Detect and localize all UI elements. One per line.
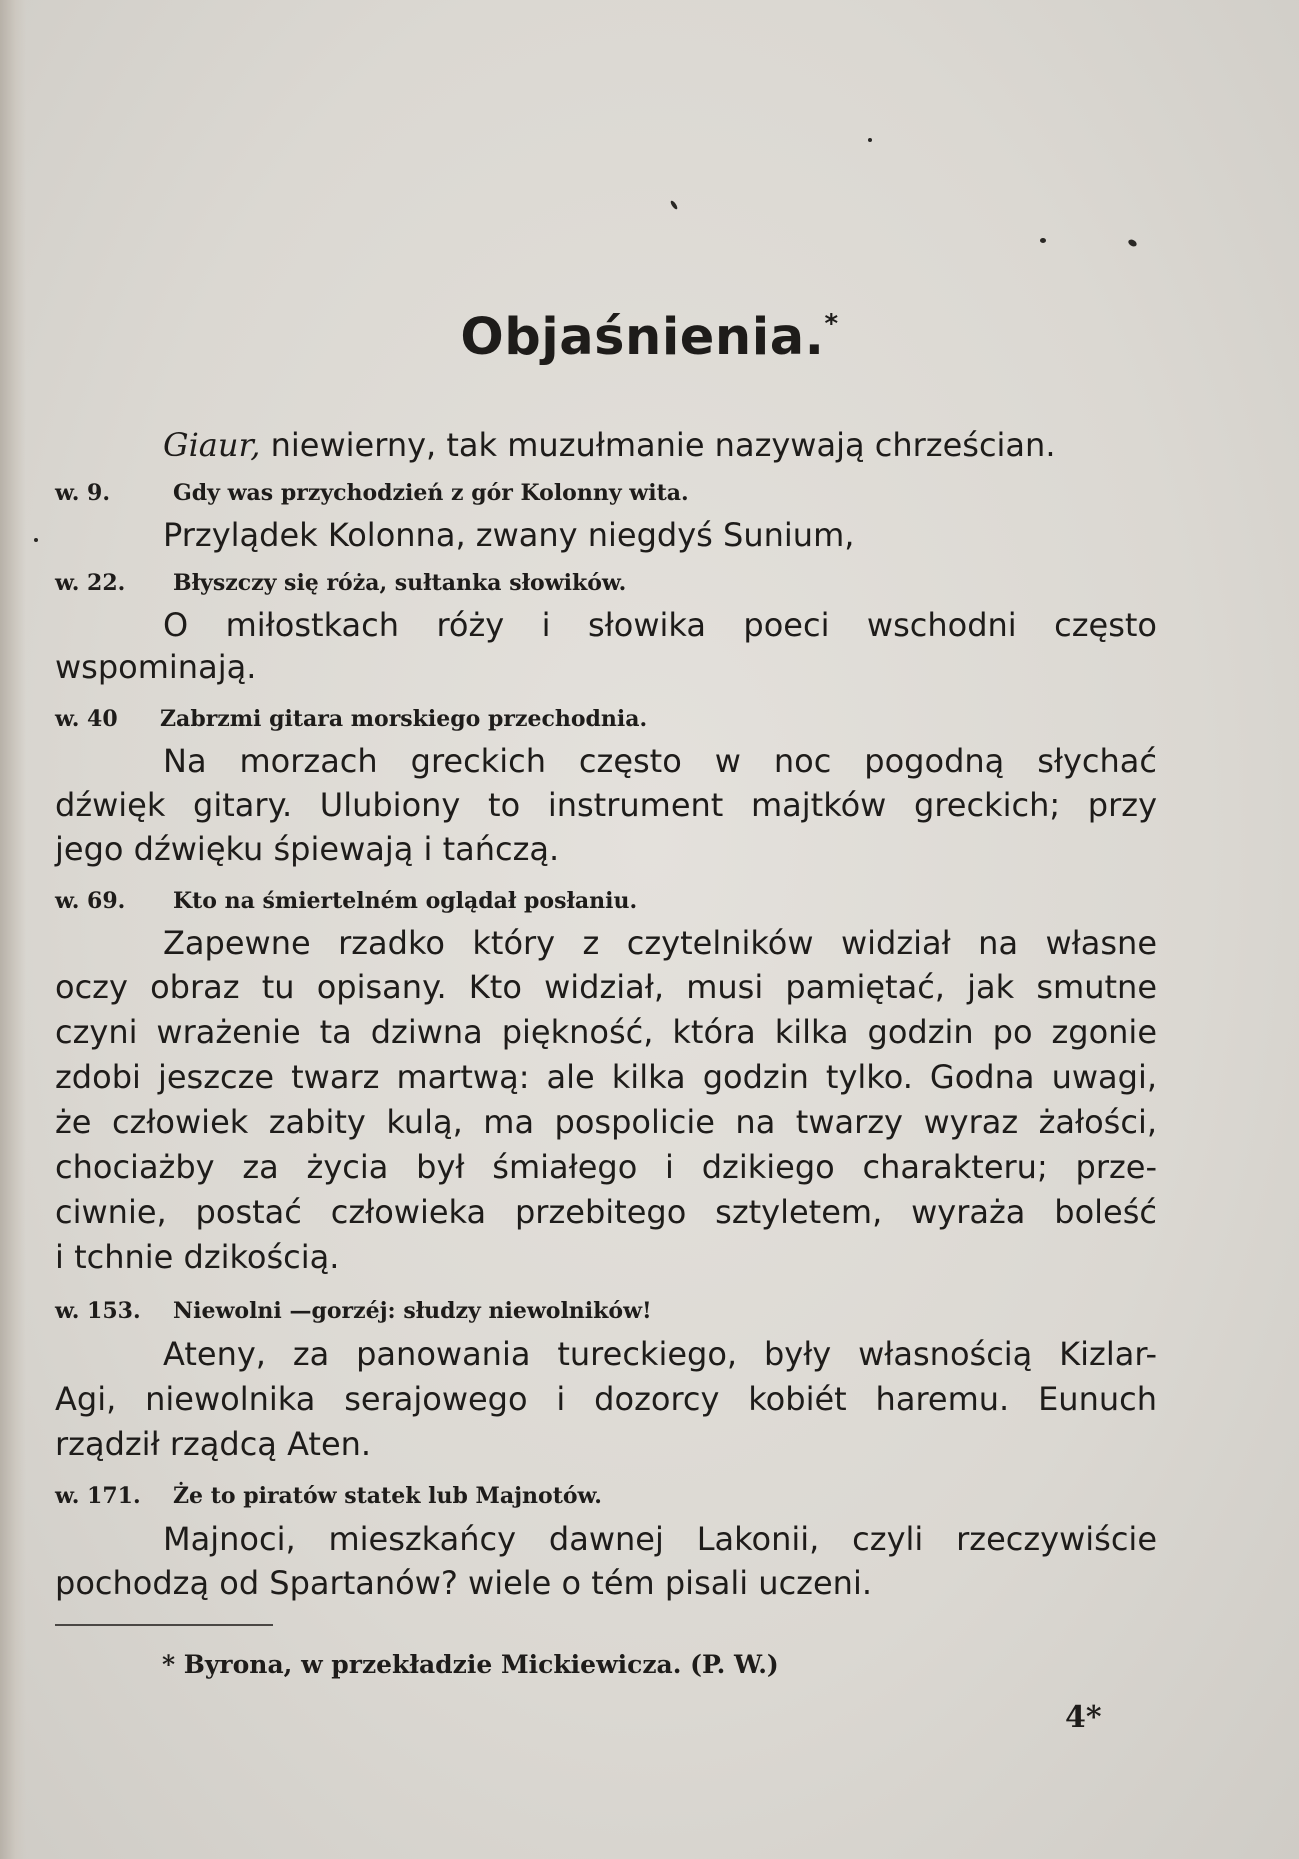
- page-title: [0, 308, 1299, 367]
- note-line: chociażby za życia był śmiałego i dzikiego charakteru; prze-: [55, 1148, 1157, 1186]
- verse-number: w. 40: [55, 706, 118, 732]
- verse-quote: Błyszczy się róża, sułtanka słowików.: [173, 570, 627, 596]
- footnote-rule: [55, 1624, 273, 1626]
- note-line: O miłostkach róży i słowika poeci wschodni często: [163, 606, 1157, 644]
- verse-number: w. 69.: [55, 888, 126, 914]
- note-line: i tchnie dzikością.: [55, 1238, 340, 1276]
- ink-speck: [1127, 238, 1138, 248]
- ink-speck: [34, 538, 38, 542]
- note-line: oczy obraz tu opisany. Kto widział, musi pamiętać, jak smutne: [55, 968, 1157, 1006]
- verse-quote: Że to piratów statek lub Majnotów.: [173, 1483, 602, 1509]
- note-line: że człowiek zabity kulą, ma pospolicie na twarzy wyraz żałości,: [55, 1103, 1157, 1141]
- note-line: Agi, niewolnika serajowego i dozorcy kobiét haremu. Eunuch: [55, 1380, 1157, 1418]
- note-line: dźwięk gitary. Ulubiony to instrument majtków greckich; przy: [55, 786, 1157, 824]
- note-line: Ateny, za panowania tureckiego, były własnością Kizlar-: [163, 1335, 1157, 1373]
- note-line: jego dźwięku śpiewają i tańczą.: [55, 830, 560, 868]
- verse-quote: Zabrzmi gitara morskiego przechodnia.: [160, 706, 648, 732]
- note-line: rządził rządcą Aten.: [55, 1425, 372, 1463]
- note-line: Zapewne rzadko który z czytelników widział na własne: [163, 924, 1157, 962]
- verse-quote: Kto na śmiertelném oglądał posłaniu.: [173, 888, 638, 914]
- note-reference: [55, 570, 1155, 596]
- note-reference: [55, 480, 1155, 506]
- verse-number: w. 171.: [55, 1483, 141, 1509]
- ink-speck: [669, 200, 678, 210]
- ink-speck: [868, 138, 872, 142]
- lead-line: [163, 426, 1157, 464]
- note-line: Na morzach greckich często w noc pogodną słychać: [163, 742, 1157, 780]
- verse-quote: Niewolni —gorzéj: słudzy niewolników!: [173, 1298, 652, 1324]
- verse-number: w. 9.: [55, 480, 111, 506]
- note-line: Majnoci, mieszkańcy dawnej Lakonii, czyli rzeczywiście: [163, 1520, 1157, 1558]
- title-footnote-mark: *: [824, 309, 839, 339]
- ink-speck: [1040, 238, 1046, 243]
- note-line: wspominają.: [55, 648, 257, 686]
- verse-quote: Gdy was przychodzień z gór Kolonny wita.: [173, 480, 689, 506]
- note-reference: [55, 888, 1155, 914]
- verse-number: w. 153.: [55, 1298, 141, 1324]
- verse-number: w. 22.: [55, 570, 126, 596]
- note-line: ciwnie, postać człowieka przebitego sztyletem, wyraża boleść: [55, 1193, 1157, 1231]
- lead-text: niewierny, tak muzułmanie nazywają chrześcian.: [260, 426, 1056, 464]
- footnote: * Byrona, w przekładzie Mickiewicza. (P. W.): [162, 1650, 779, 1679]
- note-reference: [55, 1298, 1155, 1324]
- lead-term: Giaur,: [163, 426, 261, 464]
- note-reference: [55, 706, 1155, 732]
- page-number: 4*: [1065, 1700, 1102, 1735]
- note-line: pochodzą od Spartanów? wiele o tém pisali uczeni.: [55, 1564, 872, 1602]
- note-line: zdobi jeszcze twarz martwą: ale kilka godzin tylko. Godna uwagi,: [55, 1058, 1157, 1096]
- page-binding-edge: [0, 0, 26, 1859]
- note-line: Przylądek Kolonna, zwany niegdyś Sunium,: [163, 516, 855, 554]
- note-line: czyni wrażenie ta dziwna piękność, która kilka godzin po zgonie: [55, 1013, 1157, 1051]
- title-text: Objaśnienia.: [460, 308, 825, 367]
- note-reference: [55, 1483, 1155, 1509]
